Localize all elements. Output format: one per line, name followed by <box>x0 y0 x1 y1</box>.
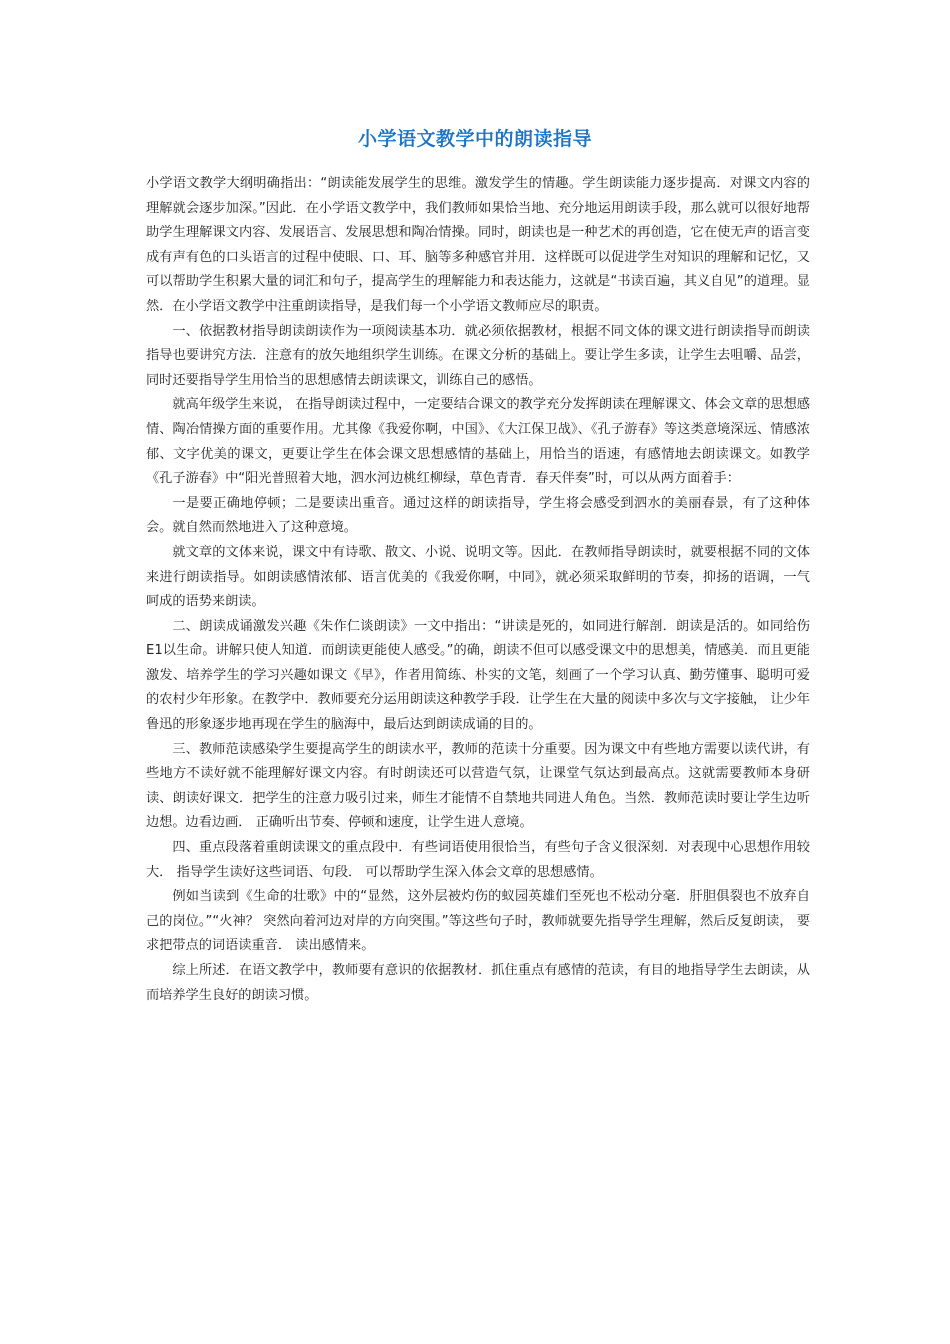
document-body <box>146 172 810 1008</box>
paragraph-section-2: 二、朗读成诵激发兴趣《朱作仁谈朗读》一文中指出：“讲读是死的，如同进行解剖．朗读是活的。如同给伤E1以生命。讲解只使人知道．而朗读更能使人感受。”的确，朗读不但可以感受课文中的思想美，情感美．而且更能激发、培养学生的学习兴趣如课文《早》，作者用简练、朴实的文笔，刻画了一个学习认真、勤劳懂事、聪明可爱的农村少年形象。在教学中．教师要充分运用朗读这种教学手段．让学生在大量的阅读中多次与文字接触， 让少年鲁迅的形象逐步地再现在学生的脑海中，最后达到朗读成诵的目的。 <box>146 618 810 733</box>
document-title: 小学语文教学中的朗读指导 <box>357 128 592 150</box>
paragraph-section-4: 四、重点段落着重朗读课文的重点段中．有些词语使用很恰当，有些句子含义很深刻．对表现中心思想作用较大． 指导学生读好这些词语、句段． 可以帮助学生深入体会文章的思想感情。 <box>146 840 810 880</box>
paragraph-section-3: 三、教师范读感染学生要提高学生的朗读水平，教师的范读十分重要。因为课文中有些地方需要以读代讲，有些地方不读好就不能理解好课文内容。有时朗读还可以营造气氛，让课堂气氛达到最高点。这就需要教师本身研读、朗读好课文．把学生的注意力吸引过来，师生才能情不自禁地共同进人角色。当然．教师范读时要让学生边听边想。边看边画． 正确听出节奏、停顿和速度，让学生进人意境。 <box>146 741 810 831</box>
paragraph-intro: 小学语文教学大纲明确指出：“朗读能发展学生的思维。激发学生的情趣。学生朗读能力逐步提高．对课文内容的理解就会逐步加深。”因此．在小学语文教学中，我们教师如果恰当地、充分地运用朗读手段，那么就可以很好地帮助学生理解课文内容、发展语言、发展思想和陶冶情操。同时，朗读也是一种艺术的再创造，它在使无声的语言变成有声有色的口头语言的过程中使眼、口、耳、脑等多种感官并用．这样既可以促进学生对知识的理解和记忆，又可以帮助学生积累大量的词汇和句子，提高学生的理解能力和表达能力，这就是“书读百遍，其义自见”的道理。显然．在小学语文教学中注重朗读指导，是我们每一个小学语文教师应尽的职责。 <box>146 176 810 314</box>
paragraph-example: 例如当读到《生命的壮歌》中的“显然，这外层被灼伤的蚁园英雄们至死也不松动分毫．肝胆俱裂也不放弃自己的岗位。”“火神？ 突然向着河边对岸的方向突围。”等这些句子时，教师就要先指导学生理解，然后反复朗读， 要求把带点的词语读重音． 读出感情来。 <box>146 889 810 954</box>
paragraph-conclusion: 综上所述．在语文教学中，教师要有意识的依据教材．抓住重点有感情的范读，有目的地指导学生去朗读，从而培养学生良好的朗读习惯。 <box>146 963 810 1003</box>
paragraph-section-1: 一、依据教材指导朗读朗读作为一项阅读基本功．就必须依据教材，根据不同文体的课文进行朗读指导而朗读指导也要讲究方法．注意有的放矢地组织学生训练。在课文分析的基础上。要让学生多读，让学生去咀嚼、品尝，同时还要指导学生用恰当的思想感情去朗读课文，训练自己的感悟。 <box>146 323 810 388</box>
paragraph-genre: 就文章的文体来说，课文中有诗歌、散文、小说、说明文等。因此．在教师指导朗读时，就要根据不同的文体来进行朗读指导。如朗读感情浓郁、语言优美的《我爱你啊，中同》，就必须采取鲜明的节奏，抑扬的语调，一气呵成的语势来朗读。 <box>146 544 810 610</box>
paragraph-senior-grade: 就高年级学生来说， 在指导朗读过程中，一定要结合课文的教学充分发挥朗读在理解课文、体会文章的思想感情、陶冶情操方面的重要作用。尤其像《我爱你啊，中国》、《大江保卫战》、《孔子游春》等这类意境深远、情感浓郁、文字优美的课文，更要让学生在体会课文思想感情的基础上，用恰当的语速，有感情地去朗读课文。如教学《孔子游春》中“阳光普照着大地，泗水河边桃红柳绿，草色青青．春天伴奏”时，可以从两方面着手： <box>146 397 810 487</box>
paragraph-pause-stress: 一是要正确地停顿；二是要读出重音。通过这样的朗读指导，学生将会感受到泗水的美丽春景，有了这种体会。就自然而然地进入了这种意境。 <box>146 495 810 536</box>
